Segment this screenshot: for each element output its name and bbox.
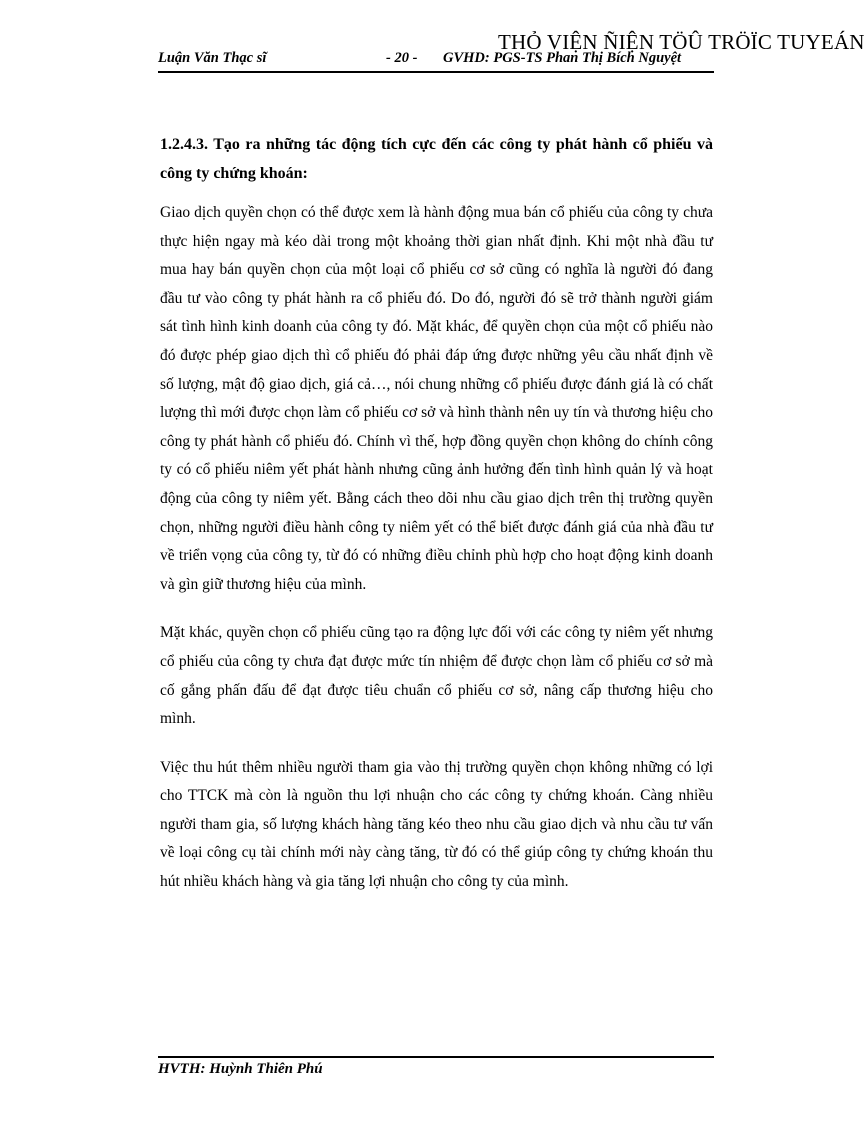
body-paragraph: Việc thu hút thêm nhiều người tham gia vào thị trường quyền chọn không những có lợi cho TTCK mà còn là nguồn thu lợi nhuận cho các công ty chứng khoán. Càng nhiều người tham gia, số lượng khách hàng tăng kéo theo nhu cầu giao dịch và nhu cầu tư vấn về loại công cụ tài chính mới này càng tăng, từ đó có thể giúp công ty chứng khoán thu hút nhiều khách hàng và gia tăng lợi nhuận cho công ty của mình. — [160, 758, 713, 891]
thesis-type-label: Luận Văn Thạc sĩ — [158, 50, 267, 66]
footer-divider — [158, 1056, 714, 1058]
page-header — [158, 50, 714, 68]
body-paragraph: Giao dịch quyền chọn có thể được xem là hành động mua bán cổ phiếu của công ty chưa thực hiện ngay mà kéo dài trong một khoảng thời gian nhất định. Khi một nhà đầu tư mua hay bán quyền chọn của một loại cổ phiếu cơ sở cũng có nghĩa là người đó đang đầu tư vào công ty phát hành ra cổ phiếu đó. Do đó, người đó sẽ trở thành người giám sát tình hình kinh doanh của công ty đó. Mặt khác, để quyền chọn của một cổ phiếu nào đó được phép giao dịch thì cổ phiếu đó phải đáp ứng được những yêu cầu nhất định về số lượng, mật độ giao dịch, giá cả…, nói chung những cổ phiếu được đánh giá là có chất lượng thì mới được chọn làm cổ phiếu cơ sở và hình thành nên uy tín và thương hiệu cho công ty phát hành cổ phiếu đó. Chính vì thế, hợp đồng quyền chọn không do chính công ty có cổ phiếu niêm yết phát hành nhưng cũng ảnh hưởng đến tình hình quản lý và hoạt động của công ty niêm yết. Bằng cách theo dõi nhu cầu giao dịch trên thị trường quyền chọn, những người điều hành công ty niêm yết có thể biết được đánh giá của nhà đầu tư về triển vọng của công ty, từ đó có những điều chỉnh phù hợp cho hoạt động kinh doanh và gìn giữ thương hiệu của mình. — [160, 204, 713, 593]
body-paragraph: Mặt khác, quyền chọn cổ phiếu cũng tạo ra động lực đối với các công ty niêm yết nhưng cổ phiếu của công ty chưa đạt được mức tín nhiệm để được chọn làm cổ phiếu cơ sở mà cố gắng phấn đấu để đạt được tiêu chuẩn cổ phiếu cơ sở, nâng cấp thương hiệu cho mình. — [160, 624, 713, 728]
header-divider — [158, 71, 714, 73]
supervisor-label: GVHD: PGS-TS Phan Thị Bích Nguyệt — [443, 50, 682, 66]
author-footer: HVTH: Huỳnh Thiên Phú — [158, 1061, 323, 1077]
document-body — [160, 130, 713, 917]
section-heading: 1.2.4.3. Tạo ra những tác động tích cực đến các công ty phát hành cổ phiếu và công ty chứng khoán: — [160, 136, 713, 182]
page-number: - 20 - — [386, 50, 418, 66]
library-watermark: THỎ VIỆN ÑIỆN TÖÛ TRÖÏC TUYEÁN — [498, 30, 865, 54]
